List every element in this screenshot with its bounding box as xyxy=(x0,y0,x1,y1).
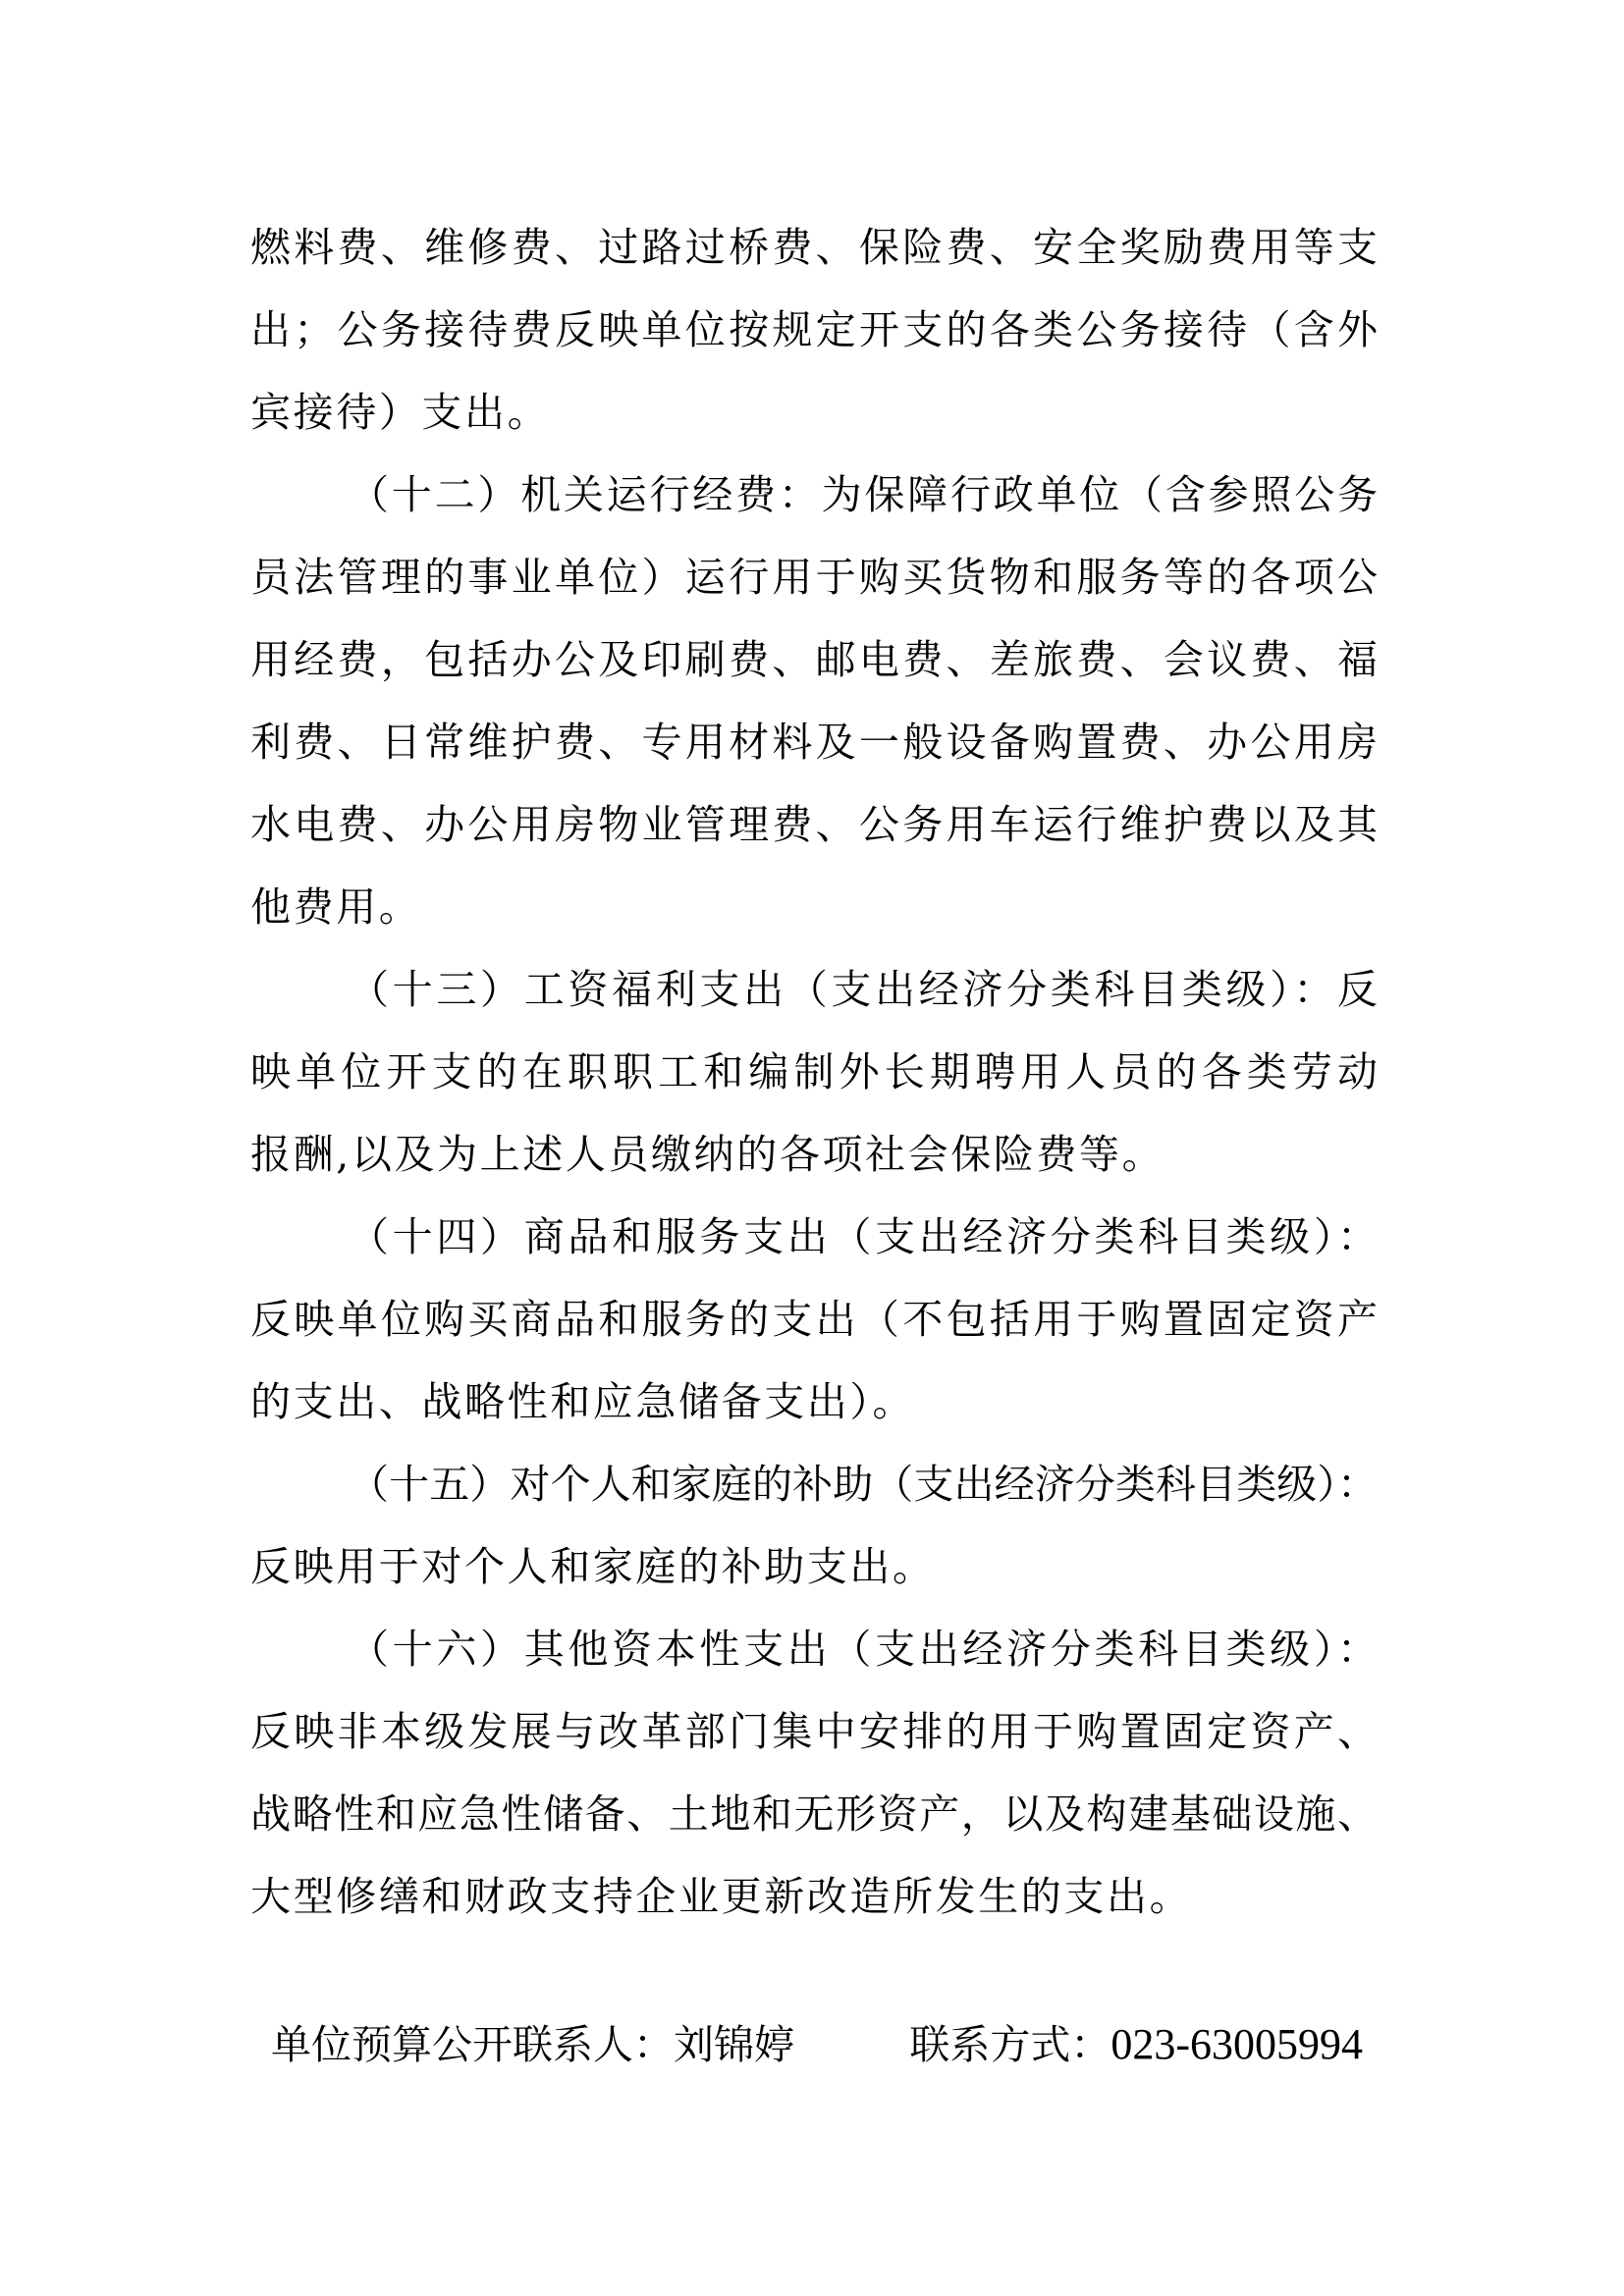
paragraph-heading-line: （十二）机关运行经费：为保障行政单位（含参照公务 xyxy=(349,471,1378,518)
text-line: 宾接待）支出。 xyxy=(250,389,551,436)
text-line: 反映用于对个人和家庭的补助支出。 xyxy=(250,1543,936,1590)
paragraph-item-15 xyxy=(250,1443,1378,1608)
text-line: 反映单位购买商品和服务的支出（不包括用于购置固定资产 xyxy=(250,1296,1378,1343)
text-line: 反映非本级发展与改革部门集中安排的用于购置固定资产、 xyxy=(250,1708,1378,1755)
text-line: 大型修缮和财政支持企业更新改造所发生的支出。 xyxy=(250,1873,1193,1920)
paragraph-item-13 xyxy=(250,948,1378,1196)
paragraph-heading-line: （十五）对个人和家庭的补助（支出经济分类科目类级）： xyxy=(349,1461,1378,1508)
paragraph-item-16 xyxy=(250,1608,1378,1938)
contact-method xyxy=(909,2012,1363,2077)
text-line: 的支出、战略性和应急储备支出）。 xyxy=(250,1378,916,1425)
contact-person xyxy=(271,2012,794,2077)
text-line: 他费用。 xyxy=(250,883,422,931)
paragraph-item-12 xyxy=(250,454,1378,948)
contact-line xyxy=(271,2012,1363,2077)
text-line: 水电费、办公用房物业管理费、公务用车运行维护费以及其 xyxy=(250,801,1378,848)
text-line: 战略性和应急性储备、土地和无形资产，以及构建基础设施、 xyxy=(250,1790,1378,1838)
text-line: 用经费，包括办公及印刷费、邮电费、差旅费、会议费、福 xyxy=(250,636,1378,683)
text-line: 出；公务接待费反映单位按规定开支的各类公务接待（含外 xyxy=(250,306,1378,353)
document-body xyxy=(250,206,1378,1938)
contact-phone: 023-63005994 xyxy=(1110,2020,1363,2068)
paragraph-heading-line: （十六）其他资本性支出（支出经济分类科目类级）： xyxy=(349,1626,1378,1673)
paragraph-item-14 xyxy=(250,1196,1378,1443)
contact-method-label: 联系方式： xyxy=(909,2021,1111,2068)
paragraph-continuation xyxy=(250,206,1378,454)
text-line: 报酬,以及为上述人员缴纳的各项社会保险费等。 xyxy=(250,1131,1165,1178)
text-line: 员法管理的事业单位）运行用于购买货物和服务等的各项公 xyxy=(250,554,1378,601)
paragraph-heading-line: （十四）商品和服务支出（支出经济分类科目类级）： xyxy=(349,1213,1378,1260)
text-line: 映单位开支的在职职工和编制外长期聘用人员的各类劳动 xyxy=(250,1048,1378,1095)
text-line: 利费、日常维护费、专用材料及一般设备购置费、办公用房 xyxy=(250,719,1378,766)
text-line: 燃料费、维修费、过路过桥费、保险费、安全奖励费用等支 xyxy=(250,224,1378,271)
contact-person-label: 单位预算公开联系人： xyxy=(271,2021,674,2068)
contact-person-name: 刘锦婷 xyxy=(674,2021,794,2068)
paragraph-heading-line: （十三）工资福利支出（支出经济分类科目类级）：反 xyxy=(349,966,1378,1013)
